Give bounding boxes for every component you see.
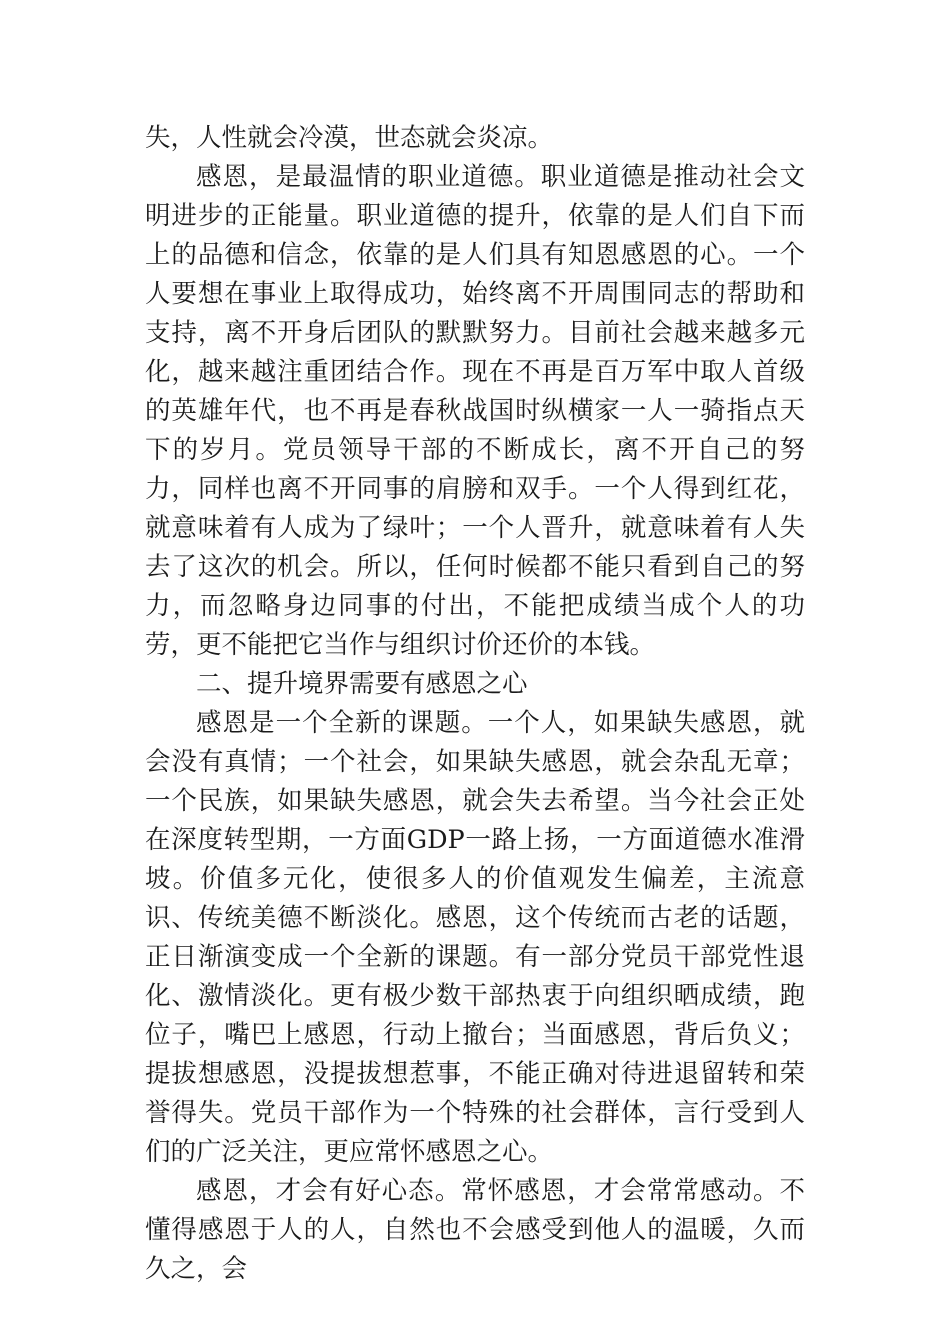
document-page — [145, 119, 805, 1289]
paragraph-good-attitude: 感恩，才会有好心态。常怀感恩，才会常常感动。不懂得感恩于人的人，自然也不会感受到他人的温暖，久而久之，会 — [145, 1176, 805, 1284]
paragraph-continuation: 失，人性就会冷漠，世态就会炎凉。 — [145, 123, 554, 153]
paragraph-professional-ethics: 感恩，是最温情的职业道德。职业道德是推动社会文明进步的正能量。职业道德的提升，依靠的是人们自下而上的品德和信念，依靠的是人们具有知恩感恩的心。一个人要想在事业上取得成功，始终离不开周围同志的帮助和支持，离不开身后团队的默默努力。目前社会越来越多元化，越来越注重团结合作。现在不再是百万军中取人首级的英雄年代，也不再是春秋战国时纵横家一人一骑指点天下的岁月。党员领导干部的不断成长，离不开自己的努力，同样也离不开同事的肩膀和双手。一个人得到红花，就意味着有人成为了绿叶；一个人晋升，就意味着有人失去了这次的机会。所以，任何时候都不能只看到自己的努力，而忽略身边同事的付出，不能把成绩当成个人的功劳，更不能把它当作与组织讨价还价的本钱。 — [145, 162, 805, 660]
section-heading: 二、提升境界需要有感恩之心 — [196, 669, 528, 699]
paragraph-new-topic: 感恩是一个全新的课题。一个人，如果缺失感恩，就会没有真情；一个社会，如果缺失感恩，就会杂乱无章；一个民族，如果缺失感恩，就会失去希望。当今社会正处在深度转型期，一方面GDP一路上扬，一方面道德水准滑坡。价值多元化，使很多人的价值观发生偏差，主流意识、传统美德不断淡化。感恩，这个传统而古老的话题，正日渐演变成一个全新的课题。有一部分党员干部党性退化、激情淡化。更有极少数干部热衷于向组织晒成绩，跑位子，嘴巴上感恩，行动上撤台；当面感恩，背后负义；提拔想感恩，没提拔想惹事，不能正确对待进退留转和荣誉得失。党员干部作为一个特殊的社会群体，言行受到人们的广泛关注，更应常怀感恩之心。 — [145, 708, 805, 1167]
